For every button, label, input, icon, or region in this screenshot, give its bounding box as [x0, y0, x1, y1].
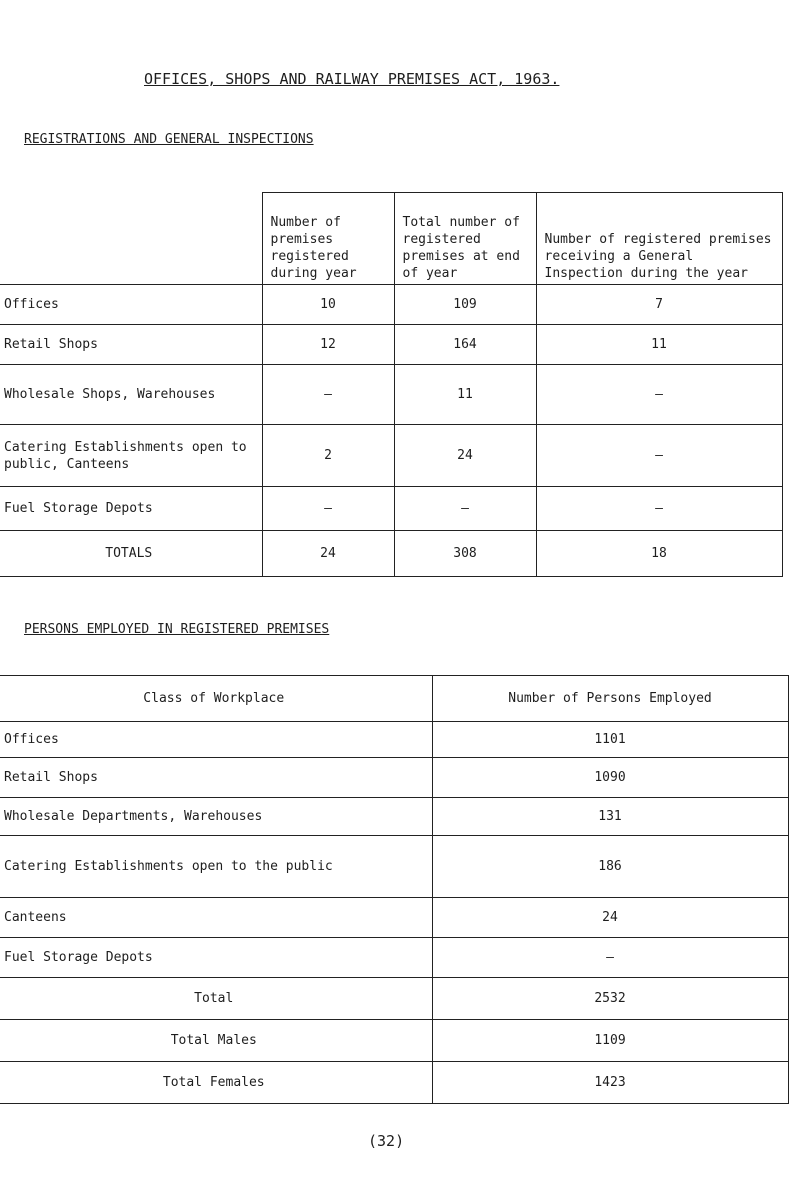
cell-value: 1101: [432, 722, 788, 758]
cell-value: –: [262, 487, 394, 531]
cell-value: 24: [432, 898, 788, 938]
cell-value: 308: [394, 531, 536, 577]
table-header-row: [0, 193, 782, 285]
table-row: [0, 938, 788, 978]
header-empty-cell: [0, 193, 262, 285]
table-header-row: [0, 676, 788, 722]
total-row: [0, 1062, 788, 1104]
cell-value: –: [536, 425, 782, 487]
page-title: OFFICES, SHOPS AND RAILWAY PREMISES ACT, 1963.: [144, 70, 560, 88]
cell-value: 24: [262, 531, 394, 577]
table-row: [0, 325, 782, 365]
table-row: [0, 487, 782, 531]
row-label: Retail Shops: [0, 758, 432, 798]
row-label: Offices: [0, 285, 262, 325]
cell-value: –: [536, 487, 782, 531]
table-row: [0, 365, 782, 425]
cell-value: 1109: [432, 1020, 788, 1062]
table-row: [0, 425, 782, 487]
cell-value: –: [536, 365, 782, 425]
header-registered-during-year: Number of premises registered during year: [262, 193, 394, 285]
header-total-registered: Total number of registered premises at end of year: [394, 193, 536, 285]
cell-value: –: [394, 487, 536, 531]
cell-value: 1423: [432, 1062, 788, 1104]
table-row: [0, 758, 788, 798]
cell-value: 109: [394, 285, 536, 325]
cell-value: 11: [394, 365, 536, 425]
cell-value: 7: [536, 285, 782, 325]
table-row: [0, 285, 782, 325]
header-class-of-workplace: Class of Workplace: [0, 676, 432, 722]
table-row: [0, 722, 788, 758]
cell-value: –: [262, 365, 394, 425]
row-label: Fuel Storage Depots: [0, 487, 262, 531]
employed-heading: PERSONS EMPLOYED IN REGISTERED PREMISES: [24, 622, 330, 637]
cell-value: 186: [432, 836, 788, 898]
row-label: Canteens: [0, 898, 432, 938]
row-label: TOTALS: [0, 531, 262, 577]
row-label: Total Males: [0, 1020, 432, 1062]
cell-value: 24: [394, 425, 536, 487]
cell-value: 131: [432, 798, 788, 836]
cell-value: 2532: [432, 978, 788, 1020]
row-label: Catering Establishments open to public, Canteens: [0, 425, 262, 487]
cell-value: 164: [394, 325, 536, 365]
table-row: [0, 898, 788, 938]
registrations-heading: REGISTRATIONS AND GENERAL INSPECTIONS: [24, 132, 314, 147]
table-row: [0, 798, 788, 836]
total-row: [0, 1020, 788, 1062]
table-row: [0, 836, 788, 898]
cell-value: –: [432, 938, 788, 978]
cell-value: 10: [262, 285, 394, 325]
cell-value: 11: [536, 325, 782, 365]
row-label: Total Females: [0, 1062, 432, 1104]
totals-row: [0, 531, 782, 577]
row-label: Fuel Storage Depots: [0, 938, 432, 978]
cell-value: 18: [536, 531, 782, 577]
cell-value: 12: [262, 325, 394, 365]
page-number: (32): [368, 1132, 405, 1150]
cell-value: 1090: [432, 758, 788, 798]
employed-table: [0, 675, 789, 1104]
row-label: Wholesale Departments, Warehouses: [0, 798, 432, 836]
row-label: Wholesale Shops, Warehouses: [0, 365, 262, 425]
header-persons-employed: Number of Persons Employed: [432, 676, 788, 722]
total-row: [0, 978, 788, 1020]
row-label: Total: [0, 978, 432, 1020]
header-general-inspection: Number of registered premises receiving a General Inspection during the year: [536, 193, 782, 285]
registrations-table: [0, 192, 783, 577]
cell-value: 2: [262, 425, 394, 487]
row-label: Retail Shops: [0, 325, 262, 365]
row-label: Offices: [0, 722, 432, 758]
row-label: Catering Establishments open to the public: [0, 836, 432, 898]
